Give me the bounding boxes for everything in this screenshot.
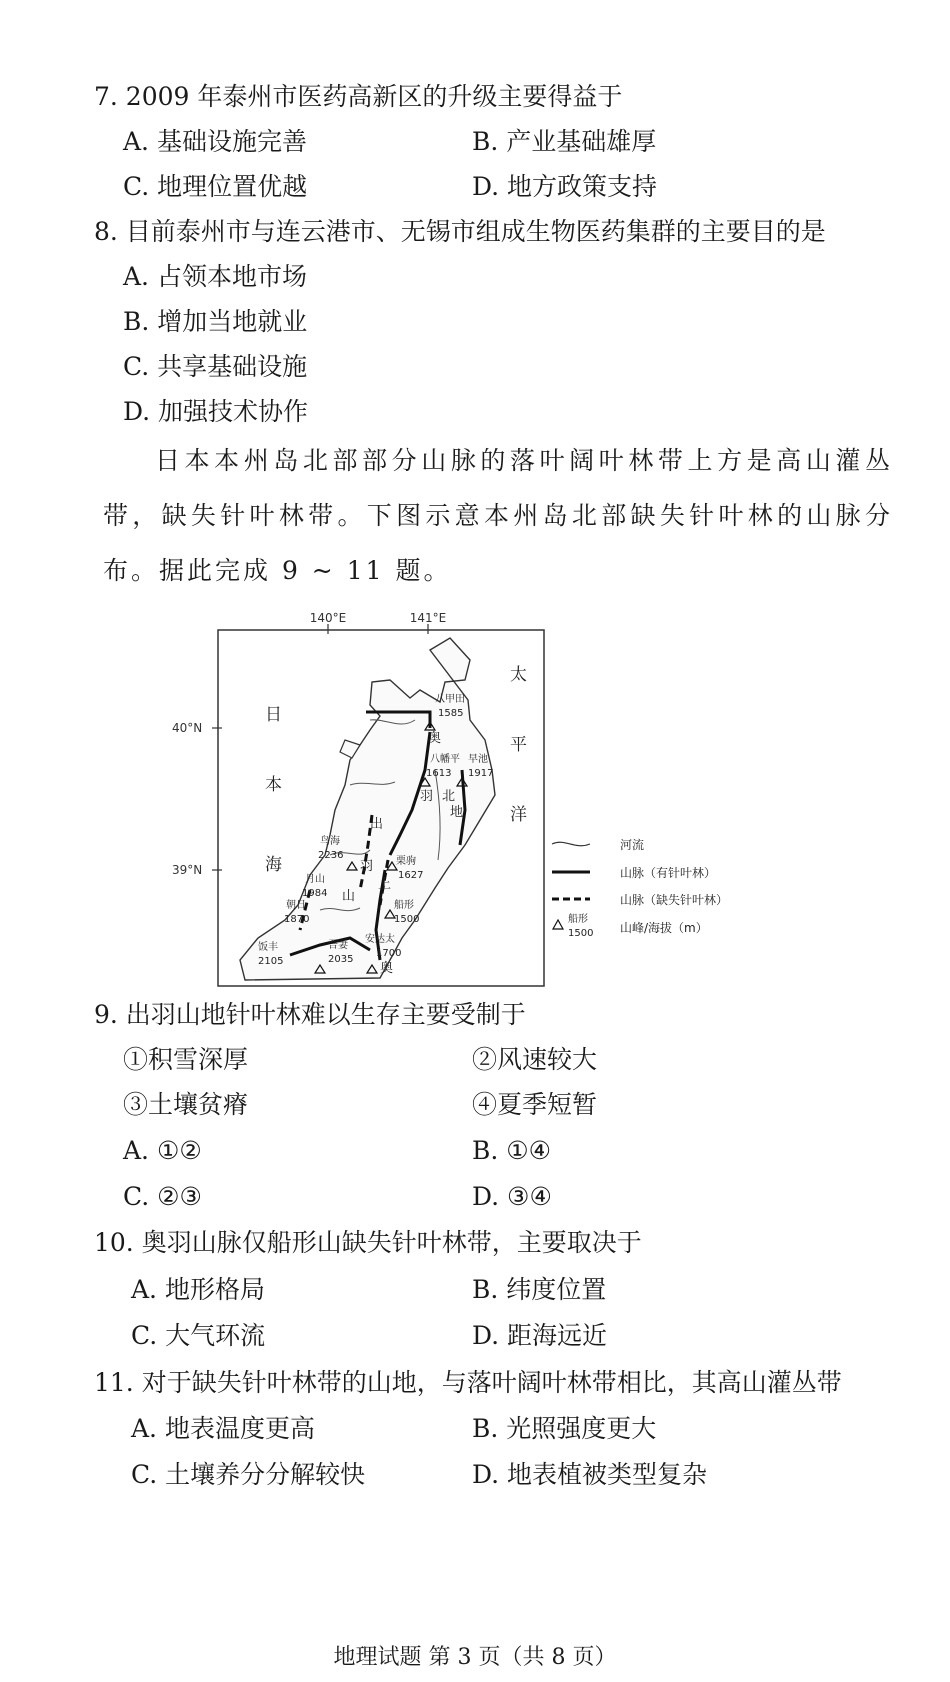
q10-option-c: C. 大气环流 xyxy=(131,1321,266,1350)
q11-stem: 11. 对于缺失针叶林带的山地，与落叶阔叶林带相比，其高山灌丛带 xyxy=(94,1368,842,1397)
peak-elev: 1917 xyxy=(468,768,494,779)
q9-statement-2: ②风速较大 xyxy=(472,1045,598,1074)
q8-option-c: C. 共享基础设施 xyxy=(123,352,308,381)
peak-elev: 1585 xyxy=(438,708,464,719)
lon-label-140: 140°E xyxy=(309,611,347,625)
sea-char: 日 xyxy=(265,705,282,725)
region-char: 山 xyxy=(342,889,356,904)
q9-stem: 9. 出羽山地针叶林难以生存主要受制于 xyxy=(94,1000,526,1029)
q11-option-c: C. 土壤养分分解较快 xyxy=(131,1460,366,1489)
q7-option-a: A. 基础设施完善 xyxy=(123,127,307,156)
q7-stem: 7. 2009 年泰州市医药高新区的升级主要得益于 xyxy=(94,82,623,111)
region-char: 北 xyxy=(442,789,456,804)
q11-option-b: B. 光照强度更大 xyxy=(472,1414,657,1443)
peak-elev: 1613 xyxy=(426,768,452,779)
q8-option-b: B. 增加当地就业 xyxy=(123,307,308,336)
peak-name: 栗驹 xyxy=(396,856,416,867)
legend-river-line xyxy=(552,842,590,845)
peak-elev: 2105 xyxy=(258,956,284,967)
lat-label-39: 39°N xyxy=(172,863,203,877)
q9-statement-1: ①积雪深厚 xyxy=(123,1045,249,1074)
region-char: 地 xyxy=(450,805,464,820)
peak-elev: 1500 xyxy=(394,914,420,925)
legend-peak-label: 山峰/海拔（m） xyxy=(620,921,708,935)
q11-option-d: D. 地表植被类型复杂 xyxy=(472,1460,708,1489)
q9-option-a: A. ①② xyxy=(123,1136,202,1165)
ocean-char: 太 xyxy=(510,665,527,685)
q10-option-b: B. 纬度位置 xyxy=(472,1275,607,1304)
ocean-char: 平 xyxy=(510,735,527,755)
q11-option-a: A. 地表温度更高 xyxy=(131,1414,315,1443)
legend-river-label: 河流 xyxy=(620,838,645,852)
peak-elev: 1627 xyxy=(398,870,424,881)
peak-name: 饭丰 xyxy=(258,942,278,953)
q9-option-b: B. ①④ xyxy=(472,1136,552,1165)
q9-statement-3: ③土壤贫瘠 xyxy=(123,1090,249,1119)
q7-option-b: B. 产业基础雄厚 xyxy=(472,127,657,156)
q7-option-c: C. 地理位置优越 xyxy=(123,172,308,201)
peak-elev: 1700 xyxy=(376,948,402,959)
japan-mountain-map xyxy=(172,611,760,990)
legend-peak-icon xyxy=(553,920,563,929)
region-char: 奥 xyxy=(380,961,394,976)
legend-dashed-label: 山脉（缺失针叶林） xyxy=(620,893,729,907)
legend-peak-elev: 1500 xyxy=(568,928,594,939)
legend-peak-name: 船形 xyxy=(568,914,588,925)
q8-option-d: D. 加强技术协作 xyxy=(123,397,309,426)
peak-name: 鸟海 xyxy=(320,836,340,847)
sea-char: 本 xyxy=(265,775,282,795)
peak-name: 朝日 xyxy=(286,900,306,911)
region-char: 奥 xyxy=(428,731,442,746)
q9-statement-4: ④夏季短暂 xyxy=(472,1090,598,1119)
peak-elev: 2236 xyxy=(318,850,344,861)
q10-stem: 10. 奥羽山脉仅船形山缺失针叶林带，主要取决于 xyxy=(94,1228,642,1257)
region-char: 羽 xyxy=(360,859,374,874)
peak-name: 安达太 xyxy=(365,934,395,945)
peak-name: 月山 xyxy=(305,874,325,885)
q10-option-a: A. 地形格局 xyxy=(131,1275,265,1304)
page-footer: 地理试题 第 3 页（共 8 页） xyxy=(333,1645,617,1670)
lat-label-40: 40°N xyxy=(172,721,203,735)
q10-option-d: D. 距海远近 xyxy=(472,1321,608,1350)
peak-name: 八甲田 xyxy=(435,694,465,705)
ocean-char: 洋 xyxy=(510,805,527,825)
peak-elev: 1870 xyxy=(284,914,310,925)
peak-elev: 1984 xyxy=(302,888,328,899)
sea-char: 海 xyxy=(265,855,282,875)
region-char: 羽 xyxy=(420,789,434,804)
legend-solid-label: 山脉（有针叶林） xyxy=(620,866,717,880)
q9-option-d: D. ③④ xyxy=(472,1182,552,1211)
q9-option-c: C. ②③ xyxy=(123,1182,202,1211)
peak-name: 吾妻 xyxy=(328,940,348,951)
lon-label-141: 141°E xyxy=(409,611,447,625)
peak-elev: 2035 xyxy=(328,954,354,965)
q7-option-d: D. 地方政策支持 xyxy=(472,172,658,201)
peak-name: 早池 xyxy=(468,754,488,765)
peak-name: 船形 xyxy=(394,900,414,911)
q8-option-a: A. 占领本地市场 xyxy=(123,262,307,291)
region-char: 上 xyxy=(378,877,392,892)
peak-name: 八幡平 xyxy=(430,754,460,765)
intro-paragraph: 日本本州岛北部部分山脉的落叶阔叶林带上方是高山灌丛带，缺失针叶林带。下图示意本州岛北部缺失针叶林的山脉分布。据此完成 9 ~ 11 题。 xyxy=(103,446,893,585)
q8-stem: 8. 目前泰州市与连云港市、无锡市组成生物医药集群的主要目的是 xyxy=(94,217,826,246)
region-char: 出 xyxy=(370,817,384,832)
